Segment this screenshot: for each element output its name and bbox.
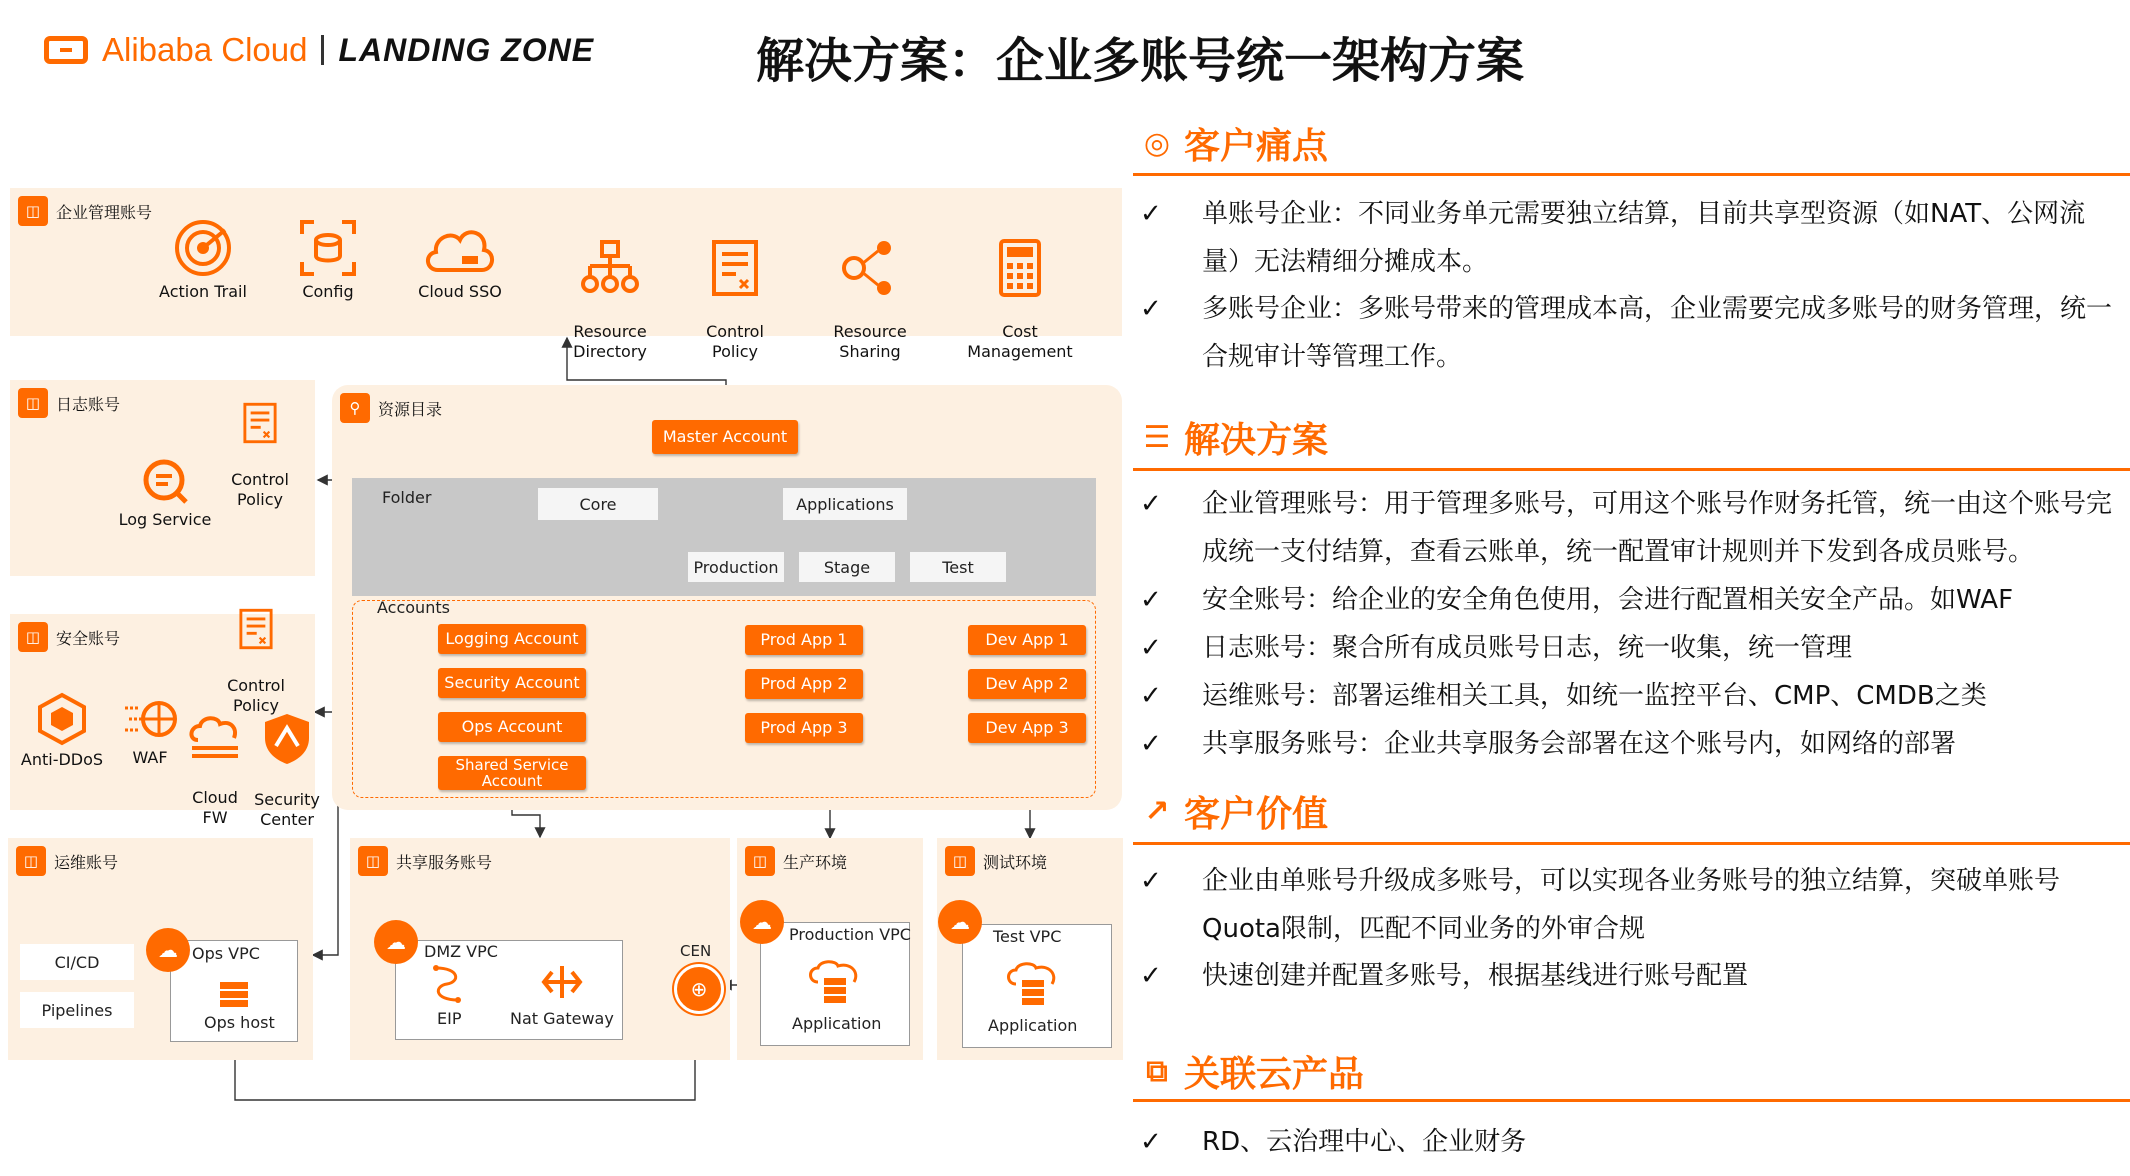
check-icon: ✓ — [1140, 961, 1162, 991]
value-section-title — [1140, 786, 1328, 837]
products-item: ✓ RD、云治理中心、企业财务 — [1140, 1118, 2115, 1166]
products-section-title — [1140, 1046, 1364, 1097]
calculator-icon — [998, 238, 1042, 298]
service-cost-management[interactable] — [945, 218, 1095, 362]
cen-globe-icon[interactable]: ⊕ — [674, 964, 724, 1014]
service-label: Cloud SSO — [418, 282, 502, 301]
vpc-cloud-icon: ☁ — [938, 900, 982, 944]
nat-gateway-label: Nat Gateway — [510, 1009, 614, 1028]
prod-panel-title: 生产环境 — [783, 852, 848, 872]
service-label: Log Service — [118, 510, 212, 529]
pain-item: ✓ 单账号企业：不同业务单元需要独立结算，目前共享型资源（如NAT、公网流量）无法精细分摊成本。 — [1140, 190, 2115, 286]
check-icon: ✓ — [1140, 489, 1162, 519]
service-label: WAF — [132, 748, 168, 767]
radar-icon — [173, 218, 233, 278]
account-icon: ◫ — [358, 846, 388, 876]
landing-zone-wordmark: LANDING ZONE — [338, 31, 595, 68]
folder-core[interactable]: Core — [538, 488, 658, 520]
value-divider — [1133, 842, 2130, 845]
solution-divider — [1133, 468, 2130, 471]
dev-app-1-node[interactable]: Dev App 1 — [968, 625, 1086, 655]
account-icon: ◫ — [18, 622, 48, 652]
service-label: Control Policy — [227, 676, 285, 715]
account-icon: ◫ — [745, 846, 775, 876]
check-icon: ✓ — [1140, 294, 1162, 324]
brand-name: Alibaba Cloud — [102, 31, 308, 68]
log-service[interactable] — [100, 456, 230, 530]
service-label: Config — [302, 282, 354, 301]
cloud-icon — [422, 218, 498, 278]
folder-applications[interactable]: Applications — [783, 488, 907, 520]
test-vpc-label: Test VPC — [993, 927, 1062, 946]
solution-item: ✓ 企业管理账号：用于管理多账号，可用这个账号作财务托管，统一由这个账号完成统一支付结算，查看云账单，统一配置审计规则并下发到各成员账号。 — [1140, 480, 2115, 576]
check-icon: ✓ — [1140, 729, 1162, 759]
folder-production[interactable]: Production — [688, 552, 784, 582]
value-item: ✓ 快速创建并配置多账号，根据基线进行账号配置 — [1140, 952, 2115, 1000]
vpc-cloud-icon: ☁ — [740, 900, 784, 944]
check-icon: ✓ — [1140, 585, 1162, 615]
resdir-panel-title: 资源目录 — [378, 399, 443, 419]
service-label: Security Center — [254, 790, 320, 829]
log-panel-header — [18, 388, 120, 418]
document-icon — [242, 400, 278, 446]
service-label: Resource Sharing — [833, 322, 907, 361]
mgmt-account-panel — [10, 188, 1122, 361]
nat-gateway-icon — [534, 964, 590, 1000]
target-icon: ◎ — [1143, 126, 1171, 161]
folder-test[interactable]: Test — [910, 552, 1006, 582]
account-icon: ◫ — [16, 846, 46, 876]
log-account-panel — [10, 380, 315, 576]
cen-label: CEN — [680, 942, 712, 960]
production-vpc-label: Production VPC — [789, 925, 911, 944]
cicd-tool[interactable]: CI/CD — [20, 944, 134, 980]
shield-hex-icon — [35, 692, 89, 746]
server-icon — [218, 980, 250, 1008]
tree-icon: ⚲ — [340, 393, 370, 423]
solution-item: ✓ 共享服务账号：企业共享服务会部署在这个账号内，如网络的部署 — [1140, 720, 2115, 768]
service-label: Anti-DDoS — [20, 750, 104, 769]
pain-divider — [1133, 173, 2130, 176]
checklist-icon: ☰ — [1143, 420, 1171, 455]
resdir-panel-header — [340, 393, 442, 423]
vpc-cloud-icon: ☁ — [146, 928, 190, 972]
eip-label: EIP — [437, 1009, 462, 1028]
document-icon — [710, 238, 760, 298]
eip-icon — [430, 964, 464, 1004]
check-icon: ✓ — [1140, 866, 1162, 896]
ops-panel-title: 运维账号 — [54, 852, 119, 872]
service-label: Resource Directory — [573, 322, 647, 361]
products-divider — [1133, 1099, 2130, 1102]
security-account-node[interactable]: Security Account — [438, 668, 586, 698]
security-account-panel — [10, 614, 320, 829]
document-icon — [238, 606, 274, 652]
shared-panel-header — [358, 846, 492, 876]
pain-title-text: 客户痛点 — [1184, 126, 1329, 167]
check-icon: ✓ — [1140, 633, 1162, 663]
application-icon — [1004, 962, 1062, 1006]
solution-section-title — [1140, 412, 1328, 463]
dmz-vpc-label: DMZ VPC — [424, 942, 498, 961]
service-waf[interactable] — [110, 694, 190, 768]
solution-item: ✓ 运维账号：部署运维相关工具，如统一监控平台、CMP、CMDB之类 — [1140, 672, 2115, 720]
tree-icon — [580, 238, 640, 298]
ops-panel-header — [16, 846, 118, 876]
shared-panel-title: 共享服务账号 — [396, 852, 493, 872]
pipelines-tool[interactable]: Pipelines — [20, 992, 134, 1028]
account-icon: ◫ — [18, 388, 48, 418]
service-label: Cloud FW — [192, 788, 238, 827]
page-title: 解决方案：企业多账号统一架构方案 — [755, 33, 1524, 89]
service-config[interactable] — [278, 218, 378, 302]
test-panel-header — [945, 846, 1047, 876]
mgmt-panel-title: 企业管理账号 — [56, 202, 153, 222]
service-label: Cost Management — [967, 322, 1073, 361]
account-icon: ◫ — [18, 196, 48, 226]
config-icon — [298, 218, 358, 278]
test-panel-title: 测试环境 — [983, 852, 1048, 872]
master-account-node[interactable]: Master Account — [652, 420, 798, 454]
dev-app-2-node[interactable]: Dev App 2 — [968, 669, 1086, 699]
share-icon — [840, 238, 900, 298]
solution-title-text: 解决方案 — [1184, 420, 1329, 461]
log-panel-title: 日志账号 — [56, 394, 121, 414]
firewall-icon — [123, 694, 177, 744]
linked-products-icon: ⧉ — [1146, 1054, 1168, 1089]
service-anti-ddos[interactable] — [12, 692, 112, 770]
security-panel-header — [18, 622, 120, 652]
value-item: ✓ 企业由单账号升级成多账号，可以实现各业务账号的独立结算，突破单账号Quota限制，匹配不同业务的外审合规 — [1140, 857, 2115, 953]
value-title-text: 客户价值 — [1184, 794, 1329, 835]
accounts-label: Accounts — [377, 598, 450, 617]
service-label: Control Policy — [231, 470, 289, 509]
folder-label: Folder — [382, 488, 432, 507]
pain-section-title — [1140, 118, 1328, 169]
folder-stage[interactable]: Stage — [799, 552, 895, 582]
solution-item: ✓ 日志账号：聚合所有成员账号日志，统一收集，统一管理 — [1140, 624, 2115, 672]
solution-item: ✓ 安全账号：给企业的安全角色使用，会进行配置相关安全产品。如WAF — [1140, 576, 2115, 624]
check-icon: ✓ — [1140, 1127, 1162, 1157]
check-icon: ✓ — [1140, 199, 1162, 229]
vpc-cloud-icon: ☁ — [374, 920, 418, 964]
prod-app-2-node[interactable]: Prod App 2 — [745, 669, 863, 699]
production-application-label: Application — [792, 1014, 882, 1033]
prod-app-3-node[interactable]: Prod App 3 — [745, 713, 863, 743]
service-resource-directory[interactable] — [550, 218, 670, 362]
check-icon: ✓ — [1140, 681, 1162, 711]
log-service-icon — [140, 456, 190, 506]
shield-icon — [262, 712, 312, 766]
ops-account-node[interactable]: Ops Account — [438, 712, 586, 742]
service-control-policy[interactable] — [675, 218, 795, 362]
service-label: Action Trail — [159, 282, 247, 301]
shared-service-account-node[interactable]: Shared Service Account — [438, 756, 586, 790]
service-label: Control Policy — [706, 322, 764, 361]
service-cloud-sso[interactable] — [400, 218, 520, 302]
dev-app-3-node[interactable]: Dev App 3 — [968, 713, 1086, 743]
prod-app-1-node[interactable]: Prod App 1 — [745, 625, 863, 655]
products-title-text: 关联云产品 — [1184, 1054, 1365, 1095]
test-application-label: Application — [988, 1016, 1078, 1035]
cloud-firewall-icon — [188, 714, 242, 764]
service-action-trail[interactable] — [138, 218, 268, 302]
mgmt-panel-header — [18, 196, 152, 226]
account-icon: ◫ — [945, 846, 975, 876]
pain-item: ✓ 多账号企业：多账号带来的管理成本高，企业需要完成多账号的财务管理，统一合规审计等管理工作。 — [1140, 285, 2115, 381]
ops-host-label: Ops host — [204, 1013, 275, 1032]
ops-vpc-label: Ops VPC — [192, 944, 260, 963]
prod-panel-header — [745, 846, 847, 876]
logging-account-node[interactable]: Logging Account — [438, 624, 586, 654]
application-icon — [806, 960, 864, 1004]
service-security-center[interactable] — [242, 692, 332, 830]
security-panel-title: 安全账号 — [56, 628, 121, 648]
service-resource-sharing[interactable] — [805, 218, 935, 362]
service-cloud-fw[interactable] — [180, 694, 250, 828]
growth-chart-icon: ↗ — [1144, 794, 1170, 829]
